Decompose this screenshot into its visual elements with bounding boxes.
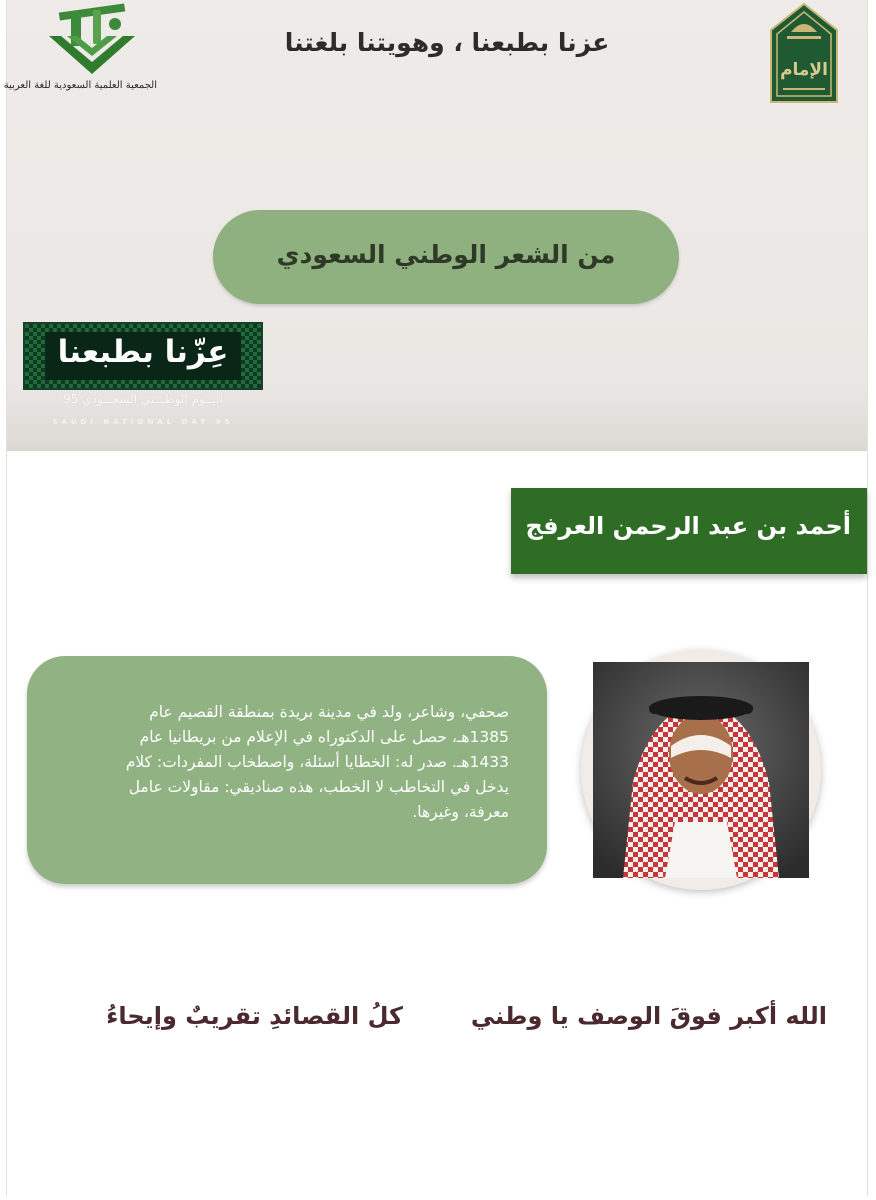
arabic-society-logo (3, 2, 157, 106)
poet-name: أحمد بن عبد الرحمن العرفج (525, 512, 851, 540)
university-logo (767, 2, 841, 102)
poet-portrait-icon (593, 662, 809, 878)
header-slogan: عزنا بطبعنا ، وهويتنا بلغتنا (284, 28, 610, 57)
national-day-badge-english: SAUDI NATIONAL DAY 95 (52, 418, 234, 426)
poet-portrait (593, 662, 809, 878)
bio-line: صحفي، وشاعر، ولد في مدينة بريدة بمنطقة القصيم عام (149, 703, 509, 721)
poet-name-banner (511, 488, 867, 574)
section-title-pill (213, 210, 679, 304)
verse-first-hemistich: الله أكبر فوقَ الوصف يا وطني (470, 1002, 827, 1030)
bio-line: معرفة، وغيرها. (412, 803, 509, 821)
university-logo-icon (767, 2, 841, 102)
verse-second-hemistich: كلُ القصائدِ تقريبٌ وإيحاءُ (106, 1002, 403, 1030)
arabic-society-caption: الجمعية العلمية السعودية للغة العربية (3, 80, 157, 91)
university-logo-text: الإمام (780, 60, 828, 80)
poet-bio-text (55, 700, 509, 825)
page-frame (3, 0, 868, 1196)
bio-line: 1433هـ. صدر له: الخطايا أسئلة، واصطخاب المفردات: كلام (125, 753, 509, 771)
verse-row (67, 1002, 827, 1042)
national-day-badge (23, 322, 263, 390)
national-day-badge-title: عِزّنا بطبعنا (57, 334, 229, 370)
national-day-badge-subtitle: اليــوم الوطـــني السعـــودي 95 (63, 392, 223, 406)
arabic-society-logo-icon (27, 2, 157, 82)
bio-line: 1385هـ، حصل على الدكتوراه في الإعلام من بريطانيا عام (139, 728, 509, 746)
section-title: من الشعر الوطني السعودي (276, 240, 616, 269)
poet-bio-card (27, 656, 547, 884)
bio-line: يدخل في التخاطب لا الخطب، هذه صناديقي: مقاولات عامل (128, 778, 509, 796)
header-section (3, 0, 867, 451)
